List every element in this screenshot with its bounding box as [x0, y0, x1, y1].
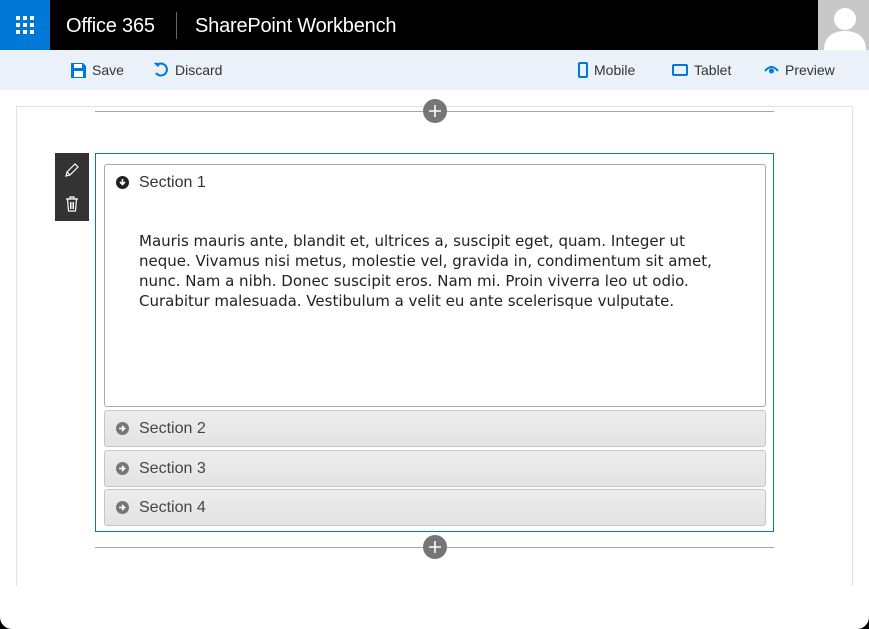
accordion-title: Section 3: [139, 459, 206, 477]
preview-label: Preview: [785, 62, 835, 78]
tablet-button[interactable]: [672, 50, 731, 90]
plus-icon: [428, 540, 442, 554]
tablet-icon: [672, 64, 688, 76]
app-title: SharePoint Workbench: [195, 15, 397, 37]
trash-icon: [65, 196, 79, 212]
arrow-right-circle-icon: [116, 422, 129, 435]
suite-bar: [0, 0, 869, 50]
brand-link[interactable]: Office 365: [66, 15, 155, 37]
arrow-right-circle-icon: [116, 501, 129, 514]
save-button[interactable]: [71, 50, 124, 90]
arrow-right-circle-icon: [116, 462, 129, 475]
save-label: Save: [92, 62, 124, 78]
avatar[interactable]: [818, 0, 869, 50]
waffle-icon: [16, 16, 34, 34]
accordion-content: Mauris mauris ante, blandit et, ultrices a, suscipit eget, quam. Integer ut neque. Vivamus nisi metus, molestie vel, gravida in, condimentum sit amet, nunc. Nam a nibh. Donec suscipit eros. Nam mi. Proin viverra leo ut odio. Curabitur malesuada. Vestibulum a velit eu ante scelerisque vulputate.: [139, 232, 712, 310]
mobile-button[interactable]: [578, 50, 635, 90]
person-icon: [818, 0, 869, 50]
webpart-toolbar: [55, 153, 89, 221]
add-webpart-button[interactable]: [423, 99, 447, 123]
preview-button[interactable]: [764, 50, 835, 90]
delete-webpart-button[interactable]: [55, 187, 89, 221]
accordion-header-section-3[interactable]: [104, 450, 766, 487]
discard-button[interactable]: [153, 50, 222, 90]
tablet-label: Tablet: [694, 62, 732, 78]
accordion-title: Section 2: [139, 419, 206, 437]
accordion-panel-section-1: [104, 199, 766, 407]
accordion-title: Section 1: [139, 173, 206, 191]
pencil-icon: [64, 162, 80, 178]
discard-label: Discard: [175, 62, 223, 78]
add-webpart-button[interactable]: [423, 535, 447, 559]
command-bar: [0, 50, 869, 90]
accordion-title: Section 4: [139, 498, 206, 516]
divider: [176, 12, 177, 39]
accordion-header-section-2[interactable]: [104, 410, 766, 447]
save-icon: [71, 63, 86, 78]
accordion-header-section-4[interactable]: [104, 489, 766, 526]
undo-icon: [153, 62, 169, 78]
mobile-label: Mobile: [594, 62, 636, 78]
accordion-webpart[interactable]: [95, 153, 774, 532]
arrow-down-circle-icon: [116, 176, 129, 189]
eye-icon: [764, 65, 779, 75]
mobile-icon: [578, 62, 588, 78]
accordion-header-section-1[interactable]: [104, 164, 766, 201]
plus-icon: [428, 104, 442, 118]
edit-webpart-button[interactable]: [55, 153, 89, 187]
app-launcher-button[interactable]: [0, 0, 50, 50]
